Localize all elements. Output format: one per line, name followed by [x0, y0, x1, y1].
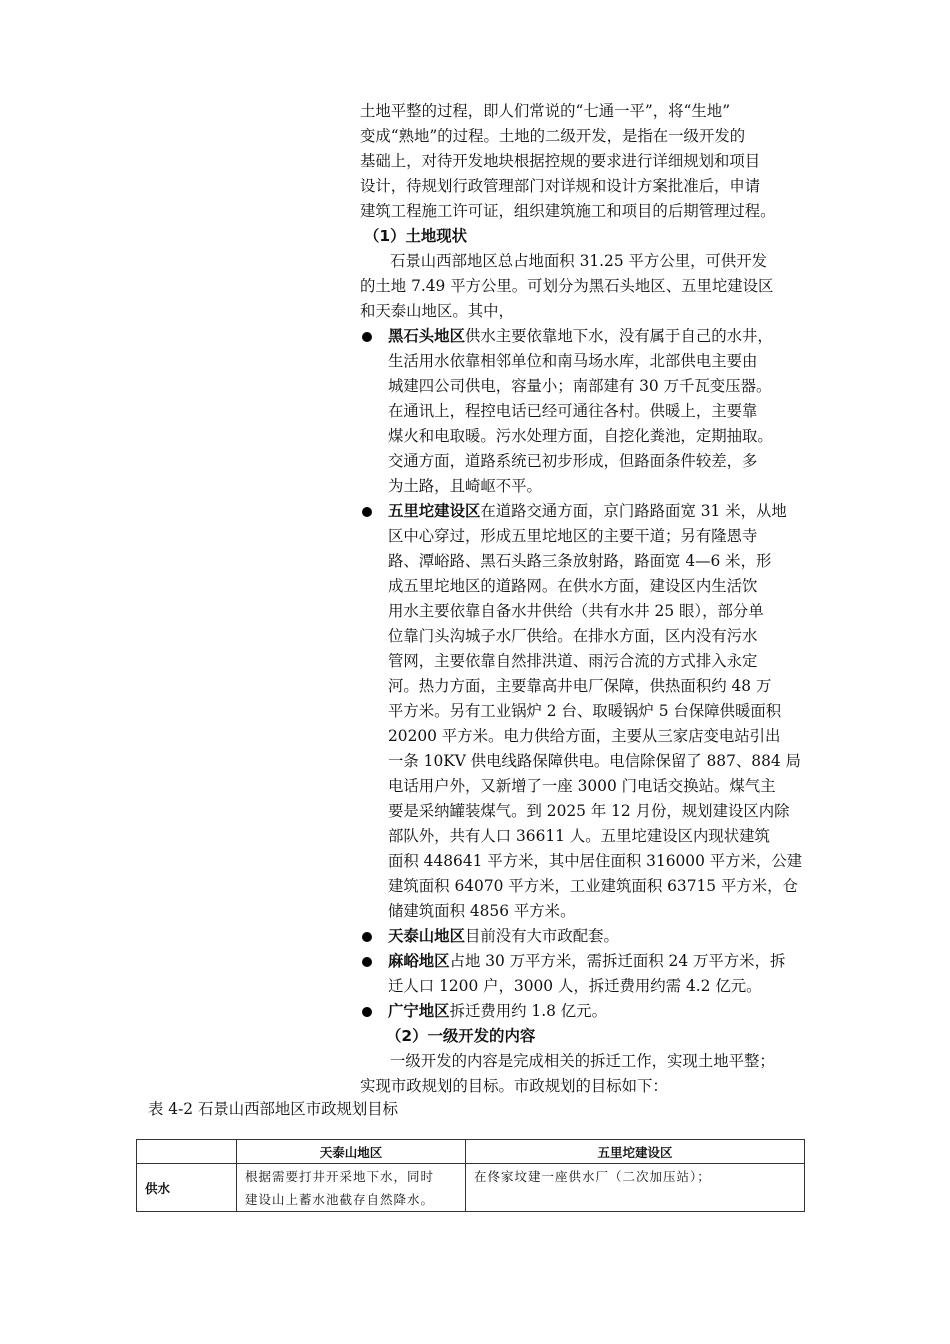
- section-heading-primary-development: （2）一级开发的内容: [386, 1027, 536, 1045]
- bullet-text: 河。热力方面，主要靠高井电厂保障，供热面积约 48 万: [388, 677, 772, 695]
- bullet-title: 天泰山地区: [388, 927, 465, 945]
- cell-line: 在佟家坟建一座供水厂（二次加压站）；: [474, 1169, 711, 1184]
- bullet-text: 位靠门头沟城子水厂供给。在排水方面，区内没有污水: [388, 627, 758, 645]
- table-caption: 表 4-2 石景山西部地区市政规划目标: [148, 1100, 399, 1118]
- text-line: 一级开发的内容是完成相关的拆迁工作，实现土地平整；: [390, 1052, 775, 1070]
- bullet-item-wulituo: [360, 499, 820, 924]
- table-cell: [237, 1164, 466, 1212]
- municipal-planning-table: [136, 1139, 805, 1212]
- bullet-text: 管网，主要依靠自然排洪道、雨污合流的方式排入永定: [388, 652, 758, 670]
- bullet-text: 迁人口 1200 户，3000 人，拆迁费用约需 4.2 亿元。: [388, 977, 762, 995]
- bullet-text: 煤火和电取暖。污水处理方面，自挖化粪池，定期抽取。: [388, 427, 773, 445]
- bullet-text: 路、潭峪路、黑石头路三条放射路，路面宽 4—6 米，形: [388, 552, 772, 570]
- bullet-text: 占地 30 万平方米，需拆迁面积 24 万平方米，拆: [449, 952, 786, 970]
- bullet-text: 成五里坨地区的道路网。在供水方面，建设区内生活饮: [388, 577, 758, 595]
- text-line: 变成“熟地”的过程。土地的二级开发，是指在一级开发的: [360, 127, 746, 145]
- table-row-label: 供水: [137, 1164, 237, 1212]
- table-row: [137, 1164, 805, 1212]
- bullet-text: 为土路，且崎岖不平。: [388, 477, 542, 495]
- text-line: 基础上，对待开发地块根据控规的要求进行详细规划和项目: [360, 152, 761, 170]
- table-header-cell: 五里坨建设区: [466, 1140, 805, 1164]
- bullet-text: 建筑面积 64070 平方米，工业建筑面积 63715 平方米，仓: [388, 877, 798, 895]
- bullet-dot-icon: [362, 1007, 372, 1017]
- bullet-title: 麻峪地区: [388, 952, 450, 970]
- bullet-text: 用水主要依靠自备水井供给（共有水井 25 眼），部分单: [388, 602, 764, 620]
- bullet-dot-icon: [362, 332, 372, 342]
- table-header-cell: 天泰山地区: [237, 1140, 466, 1164]
- bullet-dot-icon: [362, 957, 372, 967]
- section-heading-land-status: （1）土地现状: [364, 227, 468, 245]
- bullet-text: 城建四公司供电，容量小；南部建有 30 万千瓦变压器。: [388, 377, 772, 395]
- bullet-text: 区中心穿过，形成五里坨地区的主要干道；另有隆恩寺: [388, 527, 758, 545]
- bullet-dot-icon: [362, 932, 372, 942]
- text-line: 土地平整的过程，即人们常说的“七通一平”，将“生地”: [360, 102, 731, 120]
- bullet-text: 在道路交通方面，京门路路面宽 31 米，从地: [480, 502, 787, 520]
- bullet-item-heishitou: [360, 324, 820, 499]
- text-line: 石景山西部地区总占地面积 31.25 平方公里，可供开发: [390, 252, 768, 270]
- bullet-item-guangning: [360, 999, 820, 1024]
- bullet-text: 要是采纳罐装煤气。到 2025 年 12 月份，规划建设区内除: [388, 802, 790, 820]
- bullet-text: 储建筑面积 4856 平方米。: [388, 902, 576, 920]
- bullet-text: 交通方面，道路系统已初步形成，但路面条件较差，多: [388, 452, 758, 470]
- text-line: 建筑工程施工许可证，组织建筑施工和项目的后期管理过程。: [360, 202, 776, 220]
- text-line: 实现市政规划的目标。市政规划的目标如下：: [360, 1077, 668, 1095]
- intro-paragraph: [360, 99, 820, 1099]
- bullet-title: 广宁地区: [388, 1002, 450, 1020]
- bullet-title: 五里坨建设区: [388, 502, 481, 520]
- bullet-text: 部队外，共有人口 36611 人。五里坨建设区内现状建筑: [388, 827, 770, 845]
- table-header-row: [137, 1140, 805, 1164]
- bullet-text: 目前没有大市政配套。: [464, 927, 619, 945]
- bullet-text: 在通讯上，程控电话已经可通往各村。供暖上，主要靠: [388, 402, 758, 420]
- bullet-text: 一条 10KV 供电线路保障供电。电信除保留了 887、884 局: [388, 752, 801, 770]
- cell-line: 建设山上蓄水池截存自然降水。: [245, 1192, 435, 1207]
- text-line: 的土地 7.49 平方公里。可划分为黑石头地区、五里坨建设区: [360, 277, 774, 295]
- bullet-item-tiantaishan: [360, 924, 820, 949]
- cell-line: 根据需要打井开采地下水，同时: [245, 1169, 435, 1184]
- bullet-dot-icon: [362, 507, 372, 517]
- bullet-text: 供水主要依靠地下水，没有属于自己的水井，: [464, 327, 773, 345]
- table-cell: [466, 1164, 805, 1212]
- bullet-item-mayu: [360, 949, 820, 999]
- bullet-text: 面积 448641 平方米，其中居住面积 316000 平方米，公建: [388, 852, 803, 870]
- bullet-text: 电话用户外，又新增了一座 3000 门电话交换站。煤气主: [388, 777, 776, 795]
- bullet-text: 拆迁费用约 1.8 亿元。: [449, 1002, 607, 1020]
- bullet-title: 黑石头地区: [388, 327, 465, 345]
- bullet-text: 平方米。另有工业锅炉 2 台、取暖锅炉 5 台保障供暖面积: [388, 702, 782, 720]
- table-header-cell: [137, 1140, 237, 1164]
- bullet-text: 20200 平方米。电力供给方面，主要从三家店变电站引出: [388, 727, 781, 745]
- text-line: 和天泰山地区。其中，: [360, 302, 514, 320]
- bullet-text: 生活用水依靠相邻单位和南马场水库，北部供电主要由: [388, 352, 758, 370]
- text-line: 设计，待规划行政管理部门对详规和设计方案批准后，申请: [360, 177, 761, 195]
